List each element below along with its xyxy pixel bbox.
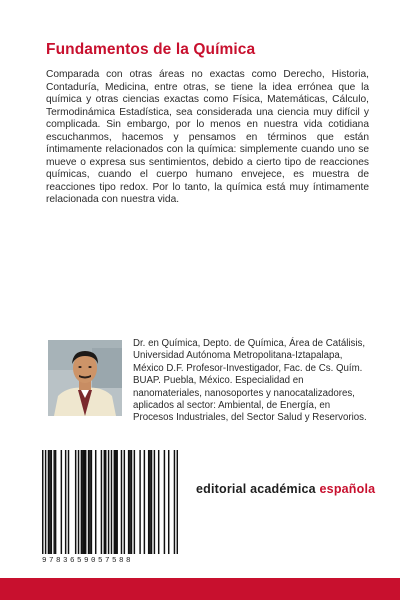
barcode-bar <box>49 450 50 554</box>
author-photo <box>48 340 122 416</box>
publisher-main: editorial académica <box>196 482 320 496</box>
isbn-barcode <box>40 450 180 568</box>
description-paragraph: Comparada con otras áreas no exactas como Derecho, Historia, Contaduría, Medicina, entre otras, se tiene la idea errónea que la química y otras ciencias exactas como Física, Matemáticas, Cálculo, Termodinámica Estadística, sea considerada una ciencia muy difícil y complicada. Sin embargo, por lo menos en nuestra vida cotidiana escuchanmos, hacemos y pensamos en términos que están íntimamente relacionados con la química: simplemente cuando uno se mueve o expresa sus sentimientos, debido a cierto tipo de reacciones químicas, cuando el cuerpo humano envejece, es muestra de reacciones tipo redox. Por lo tanto, la química está muy íntimamente relacionada con nuestra vida. <box>46 69 369 205</box>
barcode-bar <box>51 450 52 554</box>
barcode-bar <box>154 450 155 554</box>
barcode-bar <box>95 450 96 554</box>
isbn-number: 9783659057588 <box>42 557 134 565</box>
barcode-bar <box>45 450 46 554</box>
barcode-bar <box>149 450 150 554</box>
bottom-color-bar <box>0 578 400 600</box>
barcode-bar <box>151 450 152 554</box>
barcode-bar <box>177 450 178 554</box>
back-cover-description <box>46 69 369 207</box>
publisher-name <box>196 482 375 496</box>
barcode-bar <box>42 450 43 554</box>
barcode-bar <box>158 450 159 554</box>
barcode-bar <box>78 450 79 554</box>
barcode-bar <box>121 450 122 554</box>
barcode-bar <box>168 450 169 554</box>
author-bio: Dr. en Química, Depto. de Química, Área de Catálisis, Universidad Autónoma Metropolitana-Iztapalapa, México D.F. Profesor-Investigador, Fac. de Cs. Quím. BUAP. Puebla, México. Especialidad en nanomateriales, nanosoportes y nanocatalizadores, aplicados al sector: Ambiental, de Energía, en Procesos Industriales, del Sector Salud y Reservorios. <box>133 338 367 424</box>
barcode-bar <box>55 450 56 554</box>
barcode-bar <box>111 450 112 554</box>
barcode-bar <box>114 450 115 554</box>
publisher-accent: española <box>319 482 376 496</box>
barcode-bar <box>144 450 145 554</box>
barcode-bar <box>53 450 54 554</box>
book-title: Fundamentos de la Química <box>46 41 256 58</box>
barcode-bar <box>61 450 62 554</box>
barcode-bar <box>115 450 116 554</box>
barcode-bar <box>68 450 69 554</box>
barcode-bar <box>88 450 89 554</box>
barcode-bar <box>134 450 135 554</box>
barcode-bar <box>75 450 76 554</box>
barcode-bar <box>65 450 66 554</box>
barcode-bar <box>116 450 117 554</box>
barcode-bar <box>91 450 92 554</box>
barcode-bar <box>174 450 175 554</box>
barcode-bar <box>48 450 49 554</box>
barcode-bar <box>139 450 140 554</box>
barcode-bar <box>128 450 129 554</box>
barcode-bar <box>101 450 102 554</box>
barcode-bar <box>124 450 125 554</box>
barcode-bar <box>129 450 130 554</box>
barcode-bars <box>42 450 178 554</box>
barcode-bar <box>164 450 165 554</box>
barcode-bar <box>85 450 86 554</box>
barcode-bar <box>104 450 105 554</box>
barcode-bar <box>108 450 109 554</box>
barcode-bar <box>84 450 85 554</box>
barcode-bar <box>148 450 149 554</box>
barcode-bar <box>89 450 90 554</box>
barcode-bar <box>131 450 132 554</box>
barcode-bar <box>105 450 106 554</box>
barcode-bar <box>82 450 83 554</box>
barcode-bar <box>81 450 82 554</box>
